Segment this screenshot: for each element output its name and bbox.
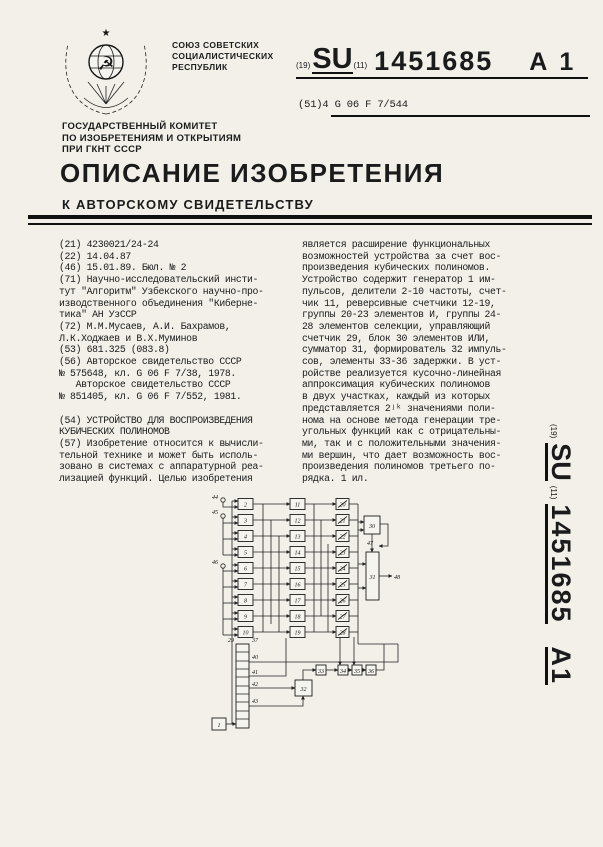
svg-text:24: 24 bbox=[339, 566, 346, 573]
side-publication-code bbox=[545, 424, 577, 702]
header-divider bbox=[28, 215, 592, 225]
svg-text:27: 27 bbox=[339, 614, 346, 621]
svg-text:12: 12 bbox=[294, 518, 301, 525]
ussr-emblem-icon bbox=[54, 24, 158, 118]
kind-code: A 1 bbox=[529, 48, 577, 76]
side-code-19: (19) bbox=[549, 424, 558, 439]
svg-text:48: 48 bbox=[394, 575, 400, 581]
publication-number: 1451685 bbox=[374, 46, 494, 76]
code-11: (11) bbox=[353, 61, 368, 70]
side-publication-number: 1451685 bbox=[546, 504, 576, 624]
svg-text:45: 45 bbox=[212, 510, 218, 516]
svg-text:44: 44 bbox=[212, 495, 218, 501]
committee-block: ГОСУДАРСТВЕННЫЙ КОМИТЕТ ПО ИЗОБРЕТЕНИЯМ И ОТКРЫТИЯМ ПРИ ГКНТ СССР bbox=[62, 121, 242, 155]
svg-text:18: 18 bbox=[294, 614, 301, 621]
svg-text:3: 3 bbox=[244, 518, 247, 525]
publication-line bbox=[296, 43, 588, 79]
document-subtitle: К АВТОРСКОМУ СВИДЕТЕЛЬСТВУ bbox=[62, 197, 314, 212]
svg-text:19: 19 bbox=[294, 630, 301, 637]
svg-text:9: 9 bbox=[244, 614, 247, 621]
svg-text:5: 5 bbox=[244, 550, 247, 557]
generator-block bbox=[212, 718, 226, 730]
svg-text:14: 14 bbox=[294, 550, 301, 557]
svg-text:31: 31 bbox=[369, 575, 376, 581]
svg-text:46: 46 bbox=[212, 560, 218, 566]
code-19: (19) bbox=[296, 61, 311, 70]
svg-text:2: 2 bbox=[244, 502, 247, 509]
svg-text:15: 15 bbox=[294, 566, 301, 573]
svg-text:36: 36 bbox=[368, 669, 374, 675]
svg-text:16: 16 bbox=[294, 582, 301, 589]
svg-text:37: 37 bbox=[252, 638, 258, 644]
svg-text:23: 23 bbox=[339, 550, 346, 557]
svg-text:21: 21 bbox=[339, 518, 346, 525]
country-code: SU bbox=[312, 43, 353, 75]
divider-blocks bbox=[238, 499, 253, 638]
counter-blocks bbox=[290, 499, 305, 638]
svg-text:33: 33 bbox=[318, 669, 324, 675]
side-country-code: SU bbox=[546, 443, 576, 481]
side-kind-code: A1 bbox=[546, 646, 576, 686]
svg-text:25: 25 bbox=[339, 582, 346, 589]
svg-text:17: 17 bbox=[294, 598, 301, 605]
svg-text:10: 10 bbox=[242, 630, 249, 637]
bibliography-column: (21) 4230021/24-24 (22) 14.04.87 (46) 15.01.89. Бюл. № 2 (71) Научно-исследовательский инсти- тут "Алгоритм" Узбекского научно-про- изводственного объединения "Киберне- тика" АН УзССР (72) М.М.Мусаев, А.И. Бахрамов, Л.К.Ходжаев и В.Х.Муминов (53) 681.325 (083.8) (56) Авторское свидетельство СССР № 575648, кл. G 06 F 7/38, 1978. Авторское свидетельство СССР № 851405, кл. G 06 F 7/552, 1981. (54) УСТРОЙСТВО ДЛЯ ВОСПРОИЗВЕДЕНИЯ КУБИЧЕСКИХ ПОЛИНОМОВ (57) Изобретение относится к вычисли- тельной технике и может быть исполь- зовано в системах с аппаратурной реа- лизацией функций. Целью изобретения bbox=[59, 239, 264, 485]
svg-text:26: 26 bbox=[339, 598, 346, 605]
or-block bbox=[364, 516, 380, 534]
star-icon: ★ bbox=[101, 28, 111, 39]
svg-text:35: 35 bbox=[354, 669, 360, 675]
svg-text:28: 28 bbox=[339, 630, 346, 637]
svg-text:22: 22 bbox=[339, 534, 346, 541]
abstract-column: является расширение функциональных возможностей устройства за счет вос- произведения кубических полиномов. Устройство содержит генератор 1 им- пульсов, делители 2-10 частоты, счет- чик 11, реверсивные счетчики 12-19, группы 20-23 элементов И, группы 24- 28 элементов селекции, управляющий счетчик 29, блок 30 элементов ИЛИ, сумматор 31, формирователь 32 импуль- сов, элементы 33-36 задержки. В уст- ройстве реализуется кусочно-линейная аппроксимация кубических полиномов в двух участках, каждый из которых представляется 2ʲᵏ значениями поли- нома на основе метода генерации тре- угольных функций как с отрицательны- ми, так и с положительными значения- ми вершин, что дает возможность вос- произведения полиномов третьего по- рядка. 1 ил. bbox=[302, 239, 507, 485]
sun-rays bbox=[88, 82, 124, 104]
svg-text:30: 30 bbox=[369, 524, 375, 530]
pulse-former-block bbox=[295, 680, 312, 696]
svg-text:29: 29 bbox=[228, 638, 234, 644]
ipc-classification: (51)4 G 06 F 7/544 bbox=[298, 99, 408, 111]
side-code-11: (11) bbox=[549, 485, 558, 500]
svg-text:32: 32 bbox=[300, 687, 307, 693]
svg-text:11: 11 bbox=[294, 502, 301, 509]
svg-text:34: 34 bbox=[340, 669, 346, 675]
svg-text:43: 43 bbox=[252, 699, 258, 705]
document-title: ОПИСАНИЕ ИЗОБРЕТЕНИЯ bbox=[60, 158, 445, 188]
adder-block bbox=[366, 552, 379, 600]
ipc-underline bbox=[331, 115, 590, 117]
svg-text:1: 1 bbox=[217, 723, 221, 729]
svg-text:4: 4 bbox=[244, 534, 247, 541]
svg-text:20: 20 bbox=[339, 502, 346, 509]
svg-text:41: 41 bbox=[252, 670, 258, 676]
circuit-diagram bbox=[168, 494, 476, 799]
svg-text:40: 40 bbox=[252, 655, 258, 661]
svg-text:7: 7 bbox=[244, 582, 247, 589]
svg-text:13: 13 bbox=[294, 534, 301, 541]
selector-blocks bbox=[336, 499, 349, 638]
hammer-sickle-icon: ☭ bbox=[97, 53, 115, 75]
svg-text:8: 8 bbox=[244, 598, 247, 605]
svg-text:42: 42 bbox=[252, 682, 258, 688]
union-name: СОЮЗ СОВЕТСКИХ СОЦИАЛИСТИЧЕСКИХ РЕСПУБЛИК bbox=[172, 40, 274, 72]
svg-text:6: 6 bbox=[244, 566, 247, 573]
delay-blocks bbox=[316, 665, 376, 675]
svg-text:47: 47 bbox=[367, 541, 373, 547]
